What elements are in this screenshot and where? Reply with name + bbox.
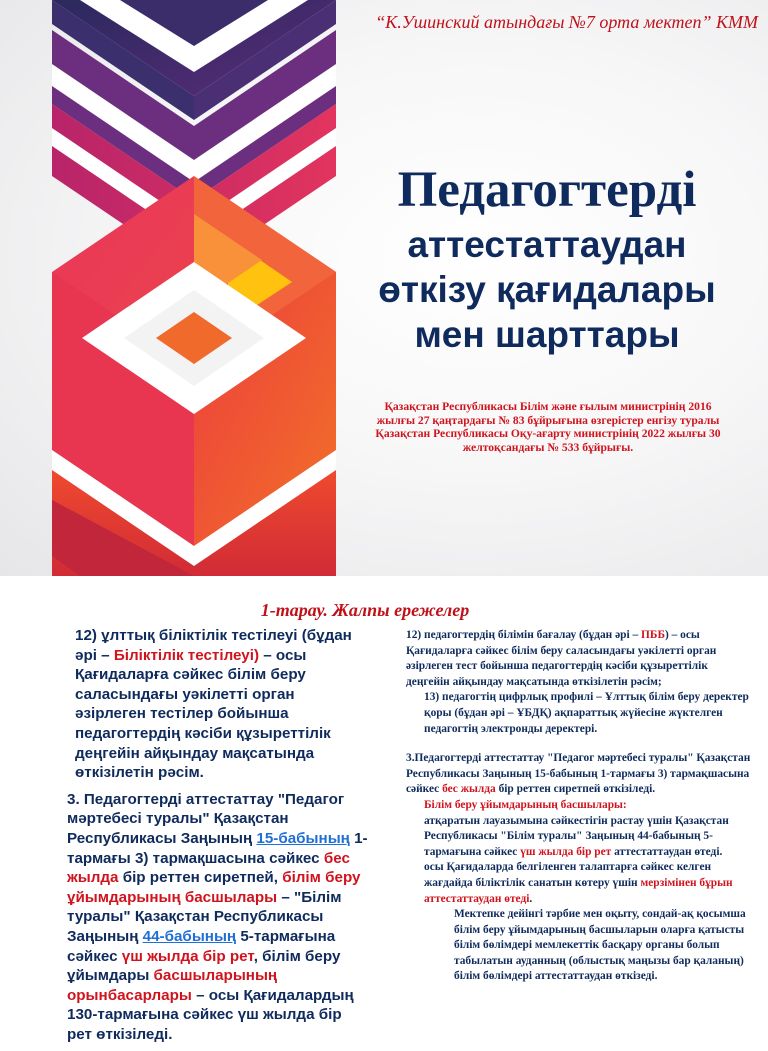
page-title: Педагогтерді xyxy=(397,162,697,218)
highlight-term: мерзімінен бұрын аттестаттаудан өтеді xyxy=(424,876,733,905)
paragraph-heads-heading: Білім беру ұйымдарының басшылары: xyxy=(424,798,627,811)
text-run: , білім беру ұйымдары xyxy=(67,947,341,985)
paragraph-attestation-3 xyxy=(57,790,369,1045)
text-run: бір реттен сиретпей, xyxy=(118,869,283,887)
decree-line: желтоқсандағы № 533 бұйрығы. xyxy=(462,440,634,454)
text-run: 1-тармағы 3) тармақшасына сәйкес xyxy=(67,829,368,867)
school-name: “К.Ушинский атындағы №7 орта мектеп” КММ xyxy=(375,12,758,32)
text-run: аттестаттаудан өтеді. xyxy=(611,845,723,858)
text-run: атқаратын лауазымына сәйкестігін растау үшін Қазақстан Республикасы "Білім туралы" Заңының 44-бабының 5-тармағына сәйкес xyxy=(424,814,729,858)
right-column xyxy=(406,628,752,985)
text-run: осы Қағидаларда белгіленген талаптарға сәйкес келген жағдайда біліктілік санатын көтеру үшін xyxy=(424,861,712,889)
highlight-term: білім беру ұйымдарының басшылары xyxy=(67,869,361,906)
paragraph-qualification-test xyxy=(57,626,369,783)
decree-line: Қазақстан Республикасы Білім және ғылым министрінің 2016 xyxy=(384,400,712,413)
law-link-article-44[interactable]: 44-бабының xyxy=(142,927,237,945)
highlight-term: Біліктілік тестілеуі) xyxy=(113,646,259,664)
highlight-term: үш жылда бір рет xyxy=(520,845,612,858)
page-subtitle xyxy=(352,222,742,357)
chapter-heading: 1-тарау. Жалпы ережелер xyxy=(260,600,470,620)
paragraph-digital-profile: 13) педагогтің цифрлық профилі – Ұлттық білім беру деректер қоры (бұдан әрі – ҰБДҚ) ақпараттық жүйесіне жүктелген педагогтің электронды деректері. xyxy=(424,691,749,735)
decree-line: Қазақстан Республикасы Оқу-ағарту министрінің 2022 жылғы 30 xyxy=(375,427,721,440)
subtitle-line: мен шарттары xyxy=(414,314,680,355)
subtitle-line: аттестаттаудан xyxy=(407,224,687,265)
text-run: 12) ұлттық біліктілік тестілеуі (бұдан әрі – xyxy=(75,627,352,664)
text-run: . xyxy=(529,892,533,905)
paragraph-heads-confirm xyxy=(406,814,752,861)
paragraph-attestation-3 xyxy=(406,751,752,798)
text-run: ) – осы Қағидаларға сәйкес білім беру саласындағы уәкілетті орган әзірлеген тест бойынша педагогтердің кәсіби құзыреттілік деңгейін айқындау мақсатында өткізілетін рәсім; xyxy=(406,629,717,688)
text-run: – осы Қағидалардың 130-тармағына сәйкес үш жылда бір рет өткізіледі. xyxy=(67,986,354,1043)
rules-slide xyxy=(0,576,768,1043)
decree-note xyxy=(352,400,744,454)
text-run: 3.Педагогтерді аттестаттау "Педагог мәртебесі туралы" Қазақстан Республикасы Заңының 15-бабының 1-тармағы 3) тармақшасына сәйкес xyxy=(406,752,751,796)
highlight-term: үш жылда бір рет xyxy=(121,947,254,965)
highlight-term: ПББ xyxy=(641,629,665,641)
paragraph-pbb xyxy=(406,628,752,690)
highlight-term: бес жылда xyxy=(67,849,350,887)
decree-line: жылғы 27 қаңтардағы № 83 бұйрығына өзгерістер енгізу туралы xyxy=(376,413,720,427)
text-run: 3. Педагогтерді аттестаттау "Педагог мәртебесі туралы" Қазақстан Республикасы Заңының xyxy=(67,790,345,847)
text-run: – "Білім туралы" Қазақстан Республикасы Заңының xyxy=(67,888,342,945)
paragraph-preschool: Мектепке дейінгі тәрбие мен оқыту, сондай-ақ қосымша білім беру ұйымдарының басшыларын оларға қатысты білім бөлімдері мемлекеттік басқару органы болып табылатын ауданның (облыстық маңызы бар қаланың) білім бөлімдері аттестаттаудан өткізеді. xyxy=(454,908,746,983)
highlight-term: бес жылда xyxy=(442,783,496,796)
text-run: бір реттен сиретпей өткізіледі. xyxy=(495,783,656,796)
law-link-article-15[interactable]: 15-бабының xyxy=(256,829,350,847)
highlight-term: басшыларының орынбасарлары xyxy=(67,967,278,1004)
text-run: – осы Қағидаларға сәйкес білім беру саласындағы уәкілетті орган әзірлеген тестілер бойынша педагогтердің кәсіби құзыреттілік деңгейін айқындау мақсатында өткізілетін рәсім. xyxy=(75,646,331,782)
paragraph-early-attestation xyxy=(406,860,752,907)
text-run: 5-тармағына сәйкес xyxy=(67,927,336,965)
text-run: 12) педагогтердің білімін бағалау (бұдан әрі – xyxy=(406,629,642,641)
subtitle-line: өткізу қағидалары xyxy=(378,269,716,310)
left-column xyxy=(57,626,369,1051)
